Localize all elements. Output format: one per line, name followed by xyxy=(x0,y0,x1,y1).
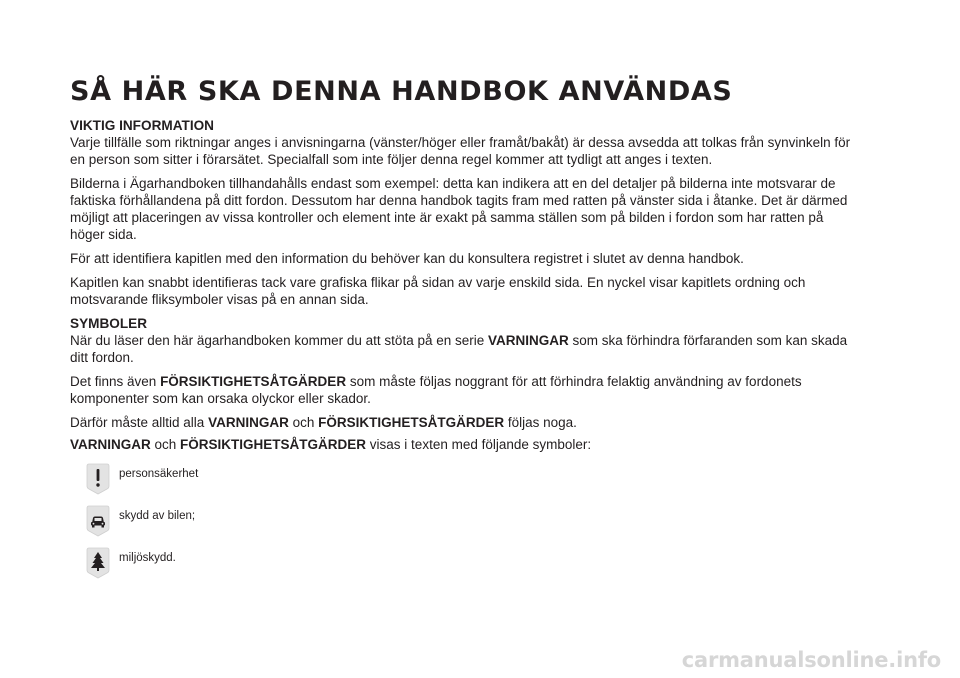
paragraph-follow: Därför måste alltid alla VARNINGAR och FÖRSIKTIGHETSÅTGÄRDER följas noga. xyxy=(70,415,577,430)
symbol-item-environment xyxy=(86,547,860,579)
tree-warning-icon xyxy=(86,547,110,579)
watermark-text: carmanualsonline.info xyxy=(681,648,941,672)
heading-viktig-information: VIKTIG INFORMATION xyxy=(70,118,214,133)
heading-symboler: SYMBOLER xyxy=(70,316,148,331)
paragraph-index: För att identifiera kapitlen med den information du behöver kan du konsultera registret i slutet av denna handbok. xyxy=(70,251,744,266)
page-title: SÅ HÄR SKA DENNA HANDBOK ANVÄNDAS xyxy=(70,76,733,107)
paragraph-precautions: Det finns även FÖRSIKTIGHETSÅTGÄRDER som måste följas noggrant för att förhindra felaktig användning av fordonets komponenter som kan orsaka olyckor eller skador. xyxy=(70,374,802,406)
symbol-label: skydd av bilen; xyxy=(119,510,196,522)
symbol-label: personsäkerhet xyxy=(119,468,199,480)
paragraph-symbols-intro: VARNINGAR och FÖRSIKTIGHETSÅTGÄRDER visas i texten med följande symboler: xyxy=(70,437,592,452)
symbol-item-car-protection xyxy=(86,505,860,537)
paragraph-directions: Varje tillfälle som riktningar anges i anvisningarna (vänster/höger eller framåt/bakåt) är dessa avsedda att tolkas från synvinkeln för en person som sitter i förarsätet. Specialfall som inte följer denna regel kommer att tydligt att anges i texten. xyxy=(70,135,851,167)
paragraph-images: Bilderna i Ägarhandboken tillhandahålls endast som exempel: detta kan indikera att en del detaljer på bilderna inte motsvarar de faktiska förhållandena på ditt fordon. Dessutom har denna handbok tagits fram med ratten på vänster sida i åtanke. Det är därmed möjligt att placeringen av vissa kontroller och element inte är exakt på samma ställen som på bilden i fordon som har ratten på höger sida. xyxy=(70,176,848,242)
symbol-item-personal-safety xyxy=(86,463,860,495)
exclamation-warning-icon xyxy=(86,463,110,495)
car-warning-icon xyxy=(86,505,110,537)
symbol-list xyxy=(70,463,860,579)
paragraph-warnings: När du läser den här ägarhandboken kommer du att stöta på en serie VARNINGAR som ska förhindra förfaranden som kan skada ditt fordon. xyxy=(70,333,848,365)
symbol-label: miljöskydd. xyxy=(119,552,176,564)
paragraph-tabs: Kapitlen kan snabbt identifieras tack vare grafiska flikar på sidan av varje enskild sida. En nyckel visar kapitlets ordning och motsvarande fliksymboler visas på en annan sida. xyxy=(70,275,806,307)
manual-page xyxy=(70,76,860,579)
